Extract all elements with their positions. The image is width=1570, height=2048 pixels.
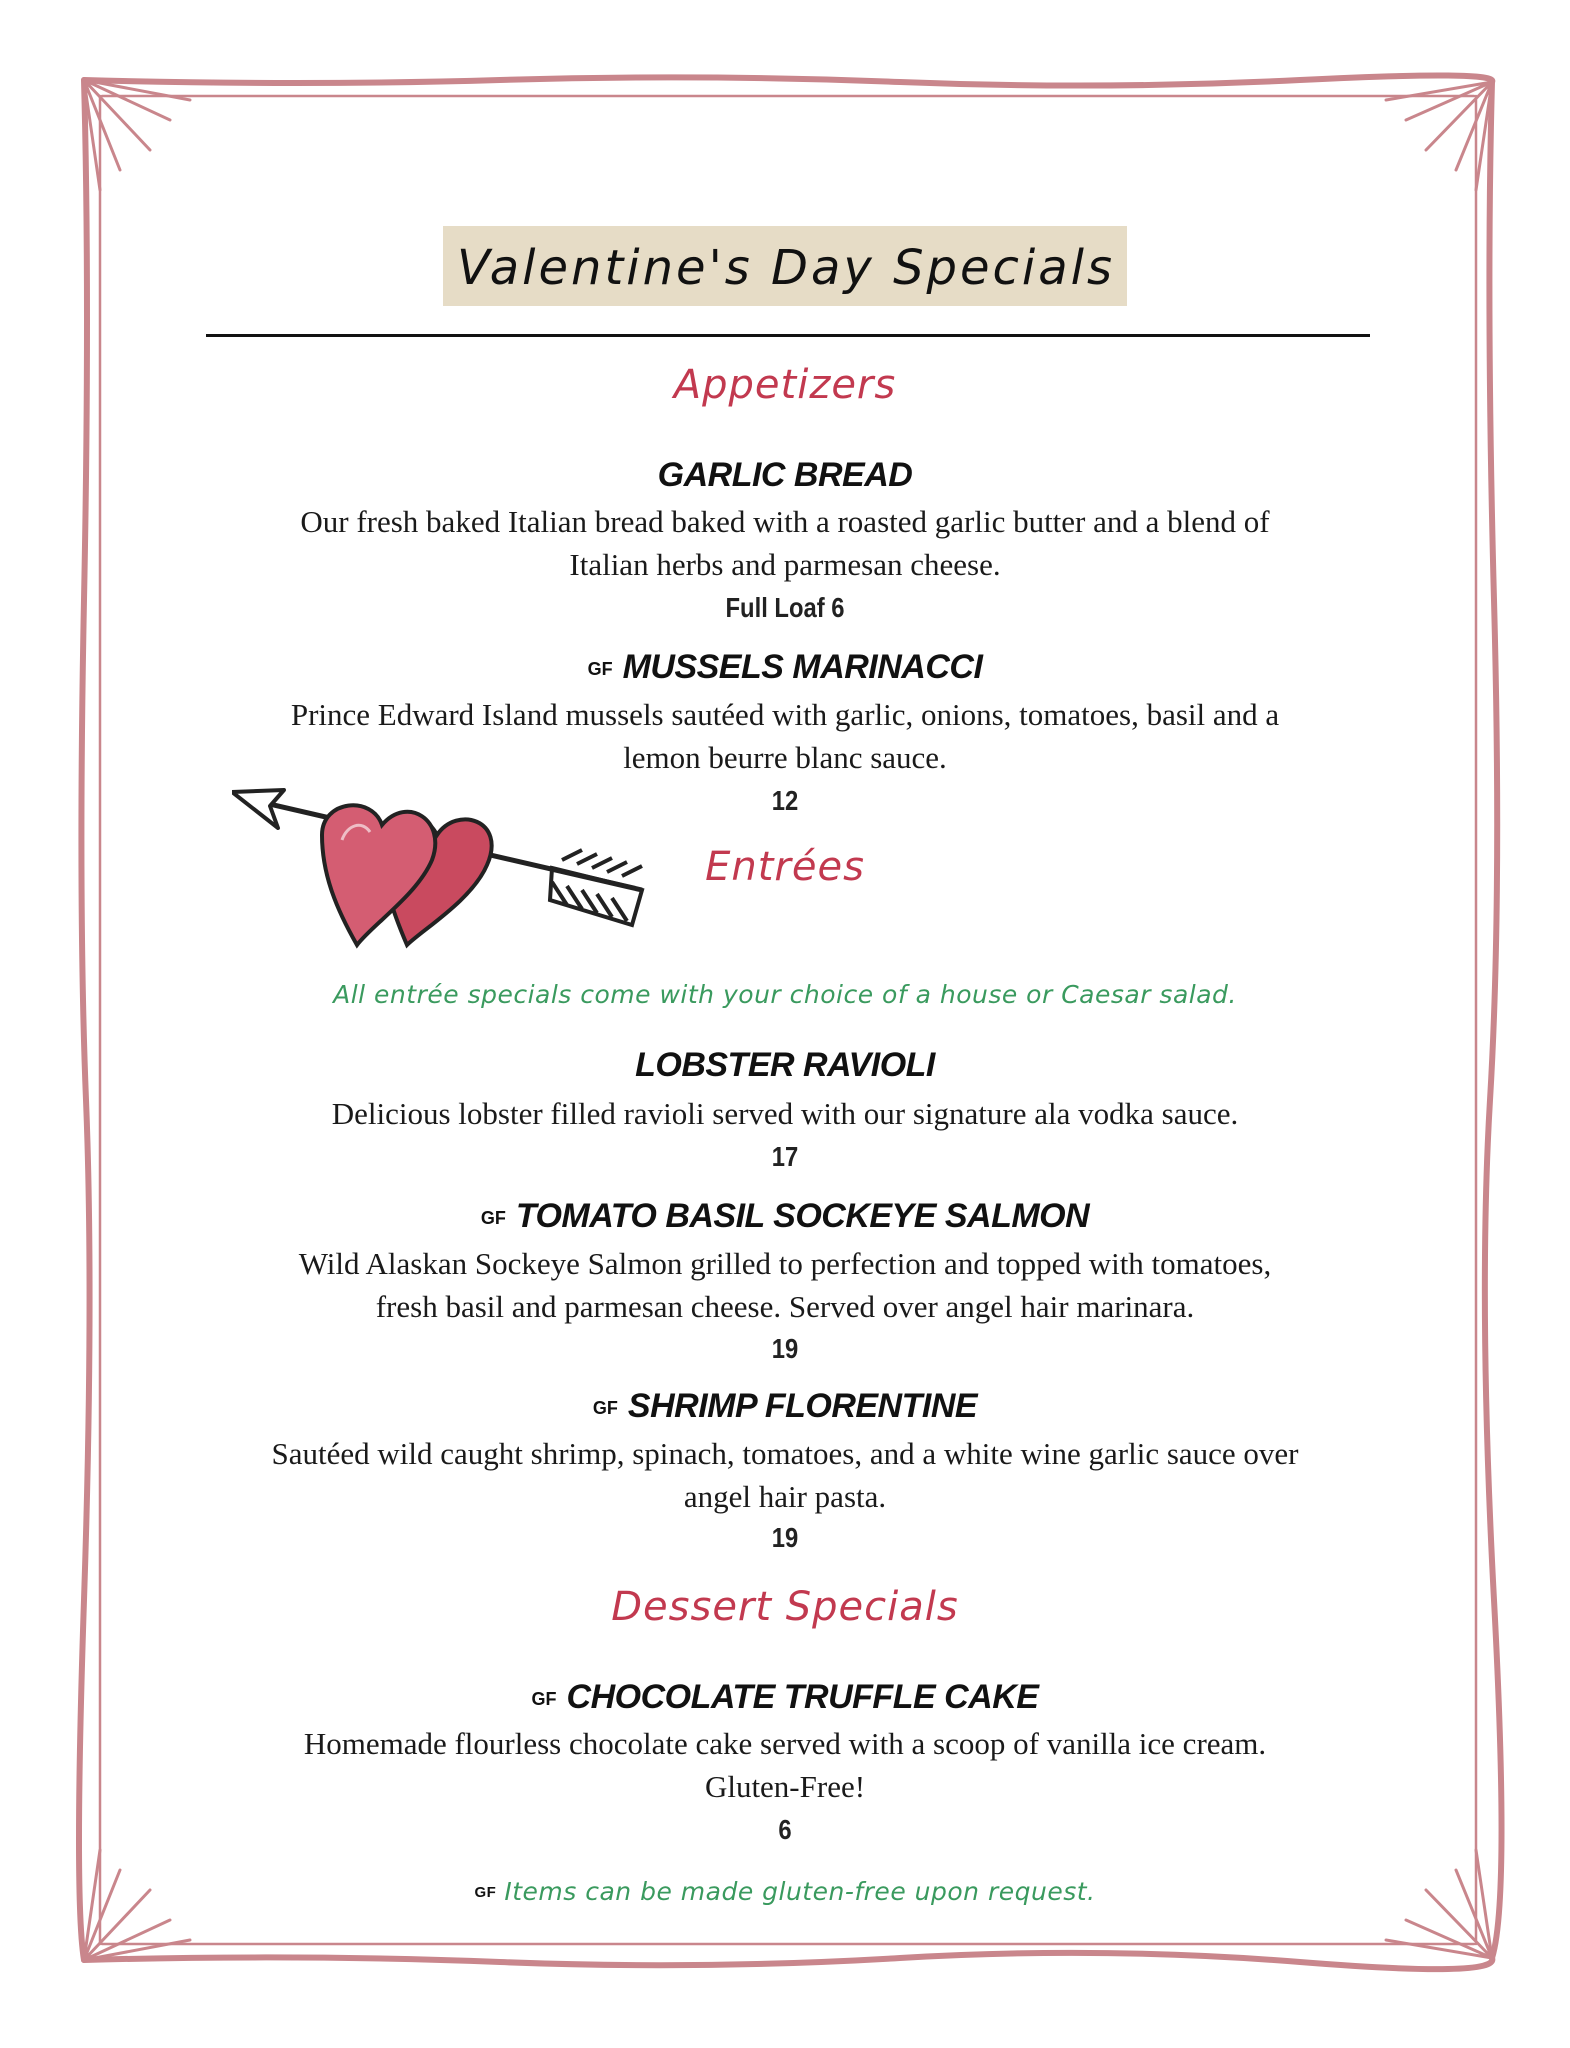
item-description: Italian herbs and parmesan cheese.	[569, 547, 1001, 582]
gf-badge: GF	[480, 1208, 506, 1228]
appetizers-heading: Appetizers	[673, 362, 897, 408]
entrees-note: All entrée specials come with your choice of a house or Caesar salad.	[333, 980, 1237, 1009]
menu-item-title	[0, 1387, 1570, 1426]
item-name: CHOCOLATE TRUFFLE CAKE	[566, 1678, 1039, 1716]
item-description: lemon beurre blanc sauce.	[623, 740, 947, 775]
title-divider	[206, 334, 1370, 337]
gf-badge: GF	[531, 1689, 557, 1709]
item-name: MUSSELS MARINACCI	[622, 648, 983, 686]
item-price: Full Loaf 6	[725, 592, 845, 623]
item-name: GARLIC BREAD	[657, 456, 913, 494]
item-price: 6	[778, 1814, 792, 1845]
menu-item-title	[0, 1678, 1570, 1717]
gf-badge: GF	[592, 1398, 618, 1418]
item-name: TOMATO BASIL SOCKEYE SALMON	[515, 1197, 1090, 1235]
item-description: Wild Alaskan Sockeye Salmon grilled to perfection and topped with tomatoes,	[298, 1246, 1272, 1281]
title-wrap	[0, 226, 1570, 306]
item-price: 12	[771, 785, 799, 816]
menu-item-title	[0, 648, 1570, 687]
page-title: Valentine's Day Specials	[443, 226, 1127, 306]
item-description: Gluten-Free!	[704, 1769, 866, 1804]
item-description: angel hair pasta.	[683, 1479, 887, 1514]
item-description: fresh basil and parmesan cheese. Served over angel hair marinara.	[375, 1289, 1195, 1324]
gf-badge: GF	[474, 1884, 497, 1901]
item-name: SHRIMP FLORENTINE	[627, 1387, 978, 1425]
entrees-heading: Entrées	[705, 844, 865, 890]
item-name: LOBSTER RAVIOLI	[635, 1046, 935, 1084]
desserts-heading: Dessert Specials	[611, 1584, 959, 1630]
gf-badge: GF	[587, 659, 613, 679]
item-price: 19	[771, 1333, 799, 1364]
gluten-free-footnote	[0, 1877, 1570, 1906]
item-description: Our fresh baked Italian bread baked with a roasted garlic butter and a blend of	[300, 504, 1270, 539]
item-description: Delicious lobster filled ravioli served with our signature ala vodka sauce.	[331, 1096, 1239, 1131]
item-description: Homemade flourless chocolate cake served with a scoop of vanilla ice cream.	[303, 1726, 1267, 1761]
menu-item-title	[0, 1197, 1570, 1236]
item-description: Prince Edward Island mussels sautéed with garlic, onions, tomatoes, basil and a	[290, 697, 1280, 732]
item-description: Sautéed wild caught shrimp, spinach, tomatoes, and a white wine garlic sauce over	[271, 1436, 1299, 1471]
item-price: 19	[771, 1522, 799, 1553]
footnote-text: Items can be made gluten-free upon request.	[504, 1877, 1096, 1906]
item-price: 17	[771, 1141, 799, 1172]
